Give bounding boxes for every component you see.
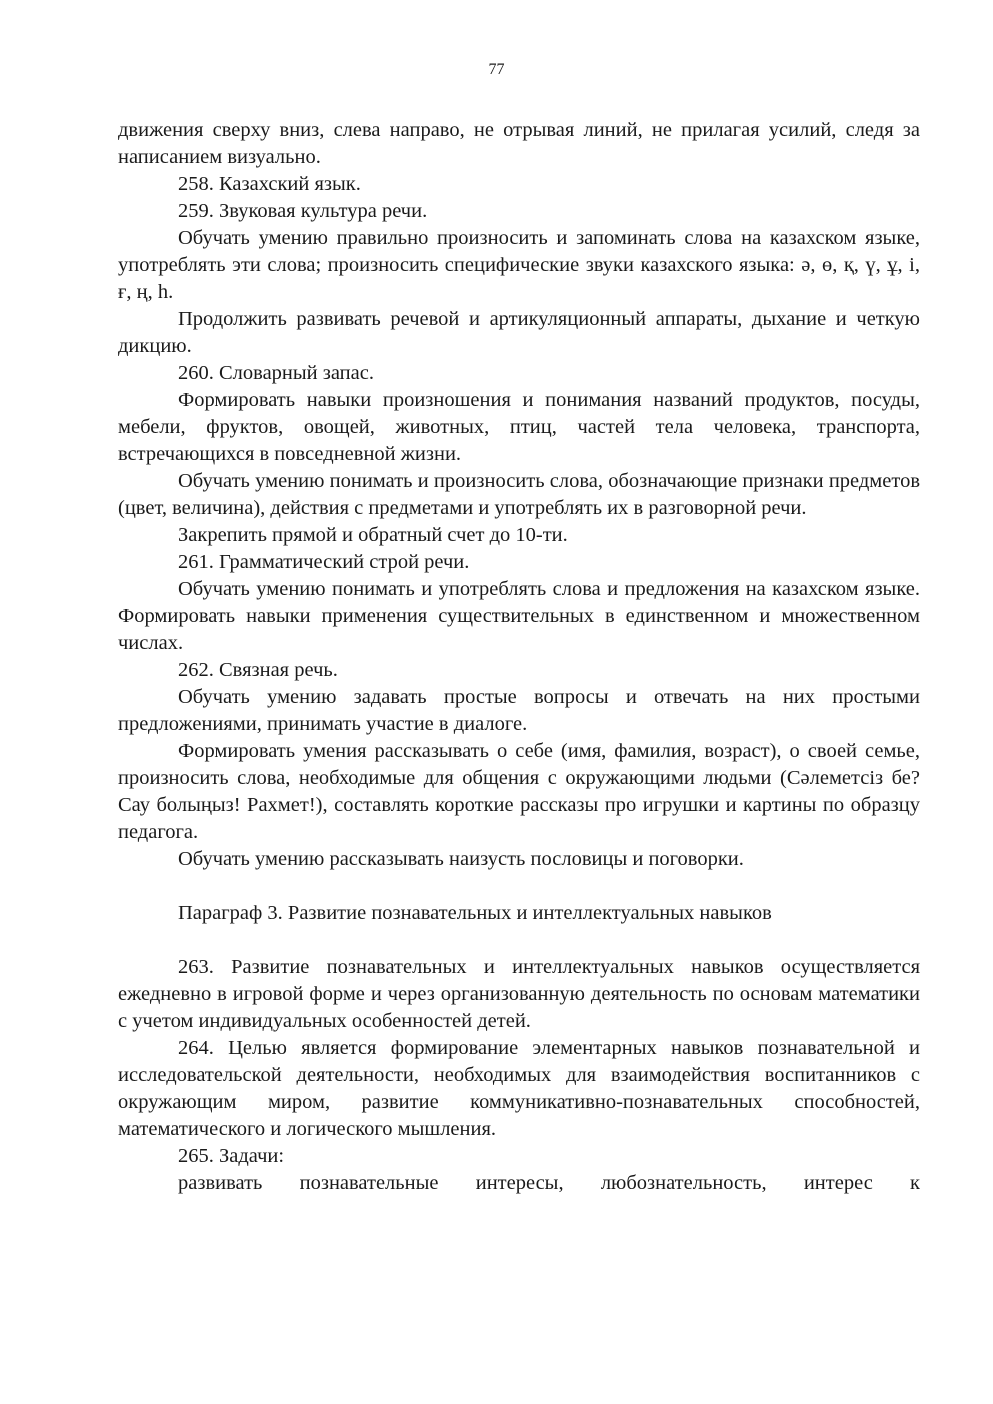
section-heading: Параграф 3. Развитие познавательных и интеллектуальных навыков bbox=[178, 902, 772, 924]
paragraph: Формировать умения рассказывать о себе (имя, фамилия, возраст), о своей семье, произносить слова, необходимые для общения с окружающими людьми (Сәлеметсіз бе? Сау болыңыз! Рахмет!), составлять короткие рассказы про игрушки и картины по образцу педагога. bbox=[118, 740, 920, 843]
paragraph: Формировать навыки произношения и понимания названий продуктов, посуды, мебели, фруктов, овощей, животных, птиц, частей тела человека, транспорта, встречающихся в повседневной жизни. bbox=[118, 389, 920, 465]
paragraph: Закрепить прямой и обратный счет до 10-ти. bbox=[178, 524, 568, 546]
paragraph: Обучать умению задавать простые вопросы и отвечать на них простыми предложениями, принимать участие в диалоге. bbox=[118, 686, 920, 735]
item-258-heading: 258. Казахский язык. bbox=[178, 173, 361, 195]
paragraph-truncated: развивать познавательные интересы, любознательность, интерес к bbox=[178, 1172, 920, 1194]
paragraph: Обучать умению правильно произносить и запоминать слова на казахском языке, употреблять эти слова; произносить специфические звуки казахского языка: ә, ө, қ, ү, ұ, і, ғ, ң, һ. bbox=[118, 227, 920, 303]
item-263-paragraph: 263. Развитие познавательных и интеллектуальных навыков осуществляется ежедневно в игровой форме и через организованную деятельность по основам математики с учетом индивидуальных особенностей детей. bbox=[118, 956, 920, 1032]
item-261-heading: 261. Грамматический строй речи. bbox=[178, 551, 470, 573]
paragraph-continuation: движения сверху вниз, слева направо, не отрывая линий, не прилагая усилий, следя за написанием визуально. bbox=[118, 119, 920, 168]
paragraph: Обучать умению понимать и употреблять слова и предложения на казахском языке. Формировать навыки применения существительных в единственном и множественном числах. bbox=[118, 578, 920, 654]
item-265-heading: 265. Задачи: bbox=[178, 1145, 285, 1167]
item-260-heading: 260. Словарный запас. bbox=[178, 362, 374, 384]
paragraph: Обучать умению понимать и произносить слова, обозначающие признаки предметов (цвет, величина), действия с предметами и употреблять их в разговорной речи. bbox=[118, 470, 920, 519]
item-259-heading: 259. Звуковая культура речи. bbox=[178, 200, 428, 222]
paragraph: Продолжить развивать речевой и артикуляционный аппараты, дыхание и четкую дикцию. bbox=[118, 308, 920, 357]
item-264-paragraph: 264. Целью является формирование элементарных навыков познавательной и исследовательской деятельности, необходимых для взаимодействия воспитанников с окружающим миром, развитие коммуникативно-познавательных способностей, математического и логического мышления. bbox=[118, 1037, 920, 1140]
page-number: 77 bbox=[488, 61, 505, 78]
paragraph: Обучать умению рассказывать наизусть пословицы и поговорки. bbox=[178, 848, 744, 870]
document-body bbox=[118, 117, 920, 1197]
item-262-heading: 262. Связная речь. bbox=[178, 659, 338, 681]
